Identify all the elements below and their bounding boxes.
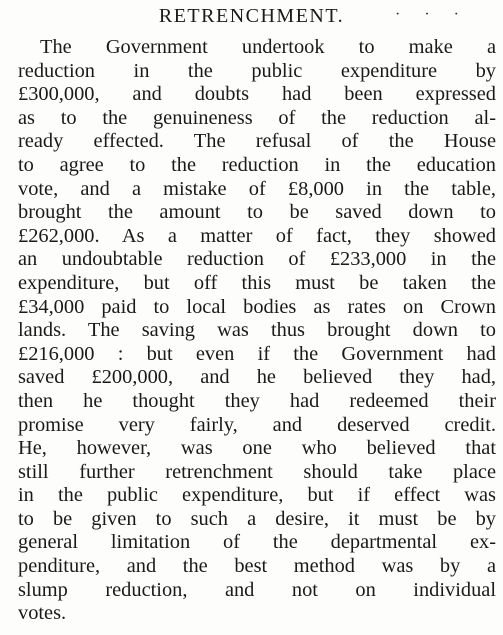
text-line: saved £200,000, and he believed they had, bbox=[18, 366, 496, 389]
text-line: reduction in the public expenditure by bbox=[18, 59, 496, 82]
text-line: to be given to such a desire, it must be by bbox=[18, 507, 496, 530]
text-line: to agree to the reduction in the education bbox=[18, 153, 496, 176]
text-line: lands. The saving was thus brought down to bbox=[18, 319, 496, 342]
article-body bbox=[18, 36, 496, 626]
heading-marks: · · · bbox=[395, 6, 469, 23]
text-line: brought the amount to be saved down to bbox=[18, 201, 496, 224]
text-line: as to the genuineness of the reduction al- bbox=[18, 106, 496, 129]
text-line: £34,000 paid to local bodies as rates on Crown bbox=[18, 295, 496, 318]
text-line: promise very fairly, and deserved credit. bbox=[18, 413, 496, 436]
text-line: The Government undertook to make a bbox=[40, 36, 496, 58]
text-line: expenditure, but off this must be taken the bbox=[18, 271, 496, 294]
text-line: £262,000. As a matter of fact, they showed bbox=[18, 224, 496, 247]
article-heading: RETRENCHMENT. bbox=[158, 5, 345, 27]
text-line: ready effected. The refusal of the House bbox=[18, 130, 496, 153]
text-line: He, however, was one who believed that bbox=[18, 437, 496, 460]
text-line: vote, and a mistake of £8,000 in the table, bbox=[18, 177, 496, 200]
text-line: penditure, and the best method was by a bbox=[18, 555, 496, 578]
text-line: still further retrenchment should take place bbox=[18, 460, 496, 483]
text-line: general limitation of the departmental ex- bbox=[18, 531, 496, 554]
text-line: £216,000 : but even if the Government had bbox=[18, 342, 496, 365]
text-line: an undoubtable reduction of £233,000 in the bbox=[18, 248, 496, 271]
text-line: then he thought they had redeemed their bbox=[18, 389, 496, 412]
text-line: slump reduction, and not on individual bbox=[18, 578, 496, 601]
text-line: votes. bbox=[18, 602, 67, 625]
text-line: in the public expenditure, but if effect was bbox=[18, 484, 496, 507]
text-line: £300,000, and doubts had been expressed bbox=[18, 83, 496, 106]
